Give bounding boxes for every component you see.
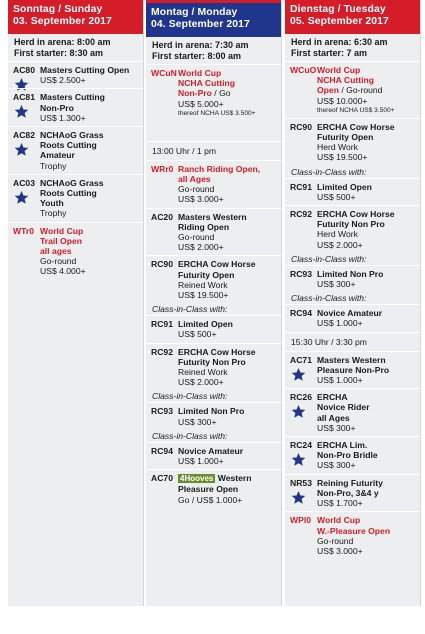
- class-detail: Go / US$ 1.000+: [178, 494, 243, 505]
- class-detail: US$ 1.000+: [317, 318, 363, 329]
- class-entry: [146, 343, 281, 391]
- session-time: 15:30 Uhr / 3:30 pm: [285, 332, 420, 351]
- class-code: RC26: [290, 392, 312, 403]
- class-title-line: Masters Western: [178, 211, 247, 222]
- class-title-line: Amateur: [40, 150, 75, 161]
- class-detail: US$ 2.000+: [178, 377, 224, 388]
- class-title-line: [178, 88, 277, 98]
- class-entry: [146, 255, 281, 303]
- class-title-line: Futurity Non Pro: [317, 219, 385, 230]
- first-starter: First starter: 8:00 am: [152, 51, 242, 61]
- class-in-class-label: Class-in-Class with:: [291, 166, 367, 177]
- class-title-line: World Cup: [317, 515, 361, 526]
- column-monday: [146, 0, 282, 606]
- class-code: RC92: [290, 209, 312, 220]
- star-icon: [291, 404, 306, 419]
- class-entry: [285, 265, 420, 292]
- class-entry: [146, 160, 281, 208]
- class-in-class-label: Class-in-Class with:: [291, 293, 367, 304]
- class-detail: Go-round: [178, 232, 215, 243]
- class-title-line: Limited Non Pro: [317, 268, 384, 279]
- class-entry: [285, 304, 420, 331]
- class-title-line: Non-Pro, 3&4 y: [317, 487, 379, 498]
- class-detail: US$ 1.300+: [40, 112, 86, 123]
- class-title-line: ERCHA Cow Horse: [178, 259, 256, 270]
- class-entry: [146, 469, 281, 508]
- class-list-sunday: [8, 61, 143, 280]
- class-detail: Go-round: [40, 256, 77, 267]
- class-detail: Go-round: [317, 535, 354, 546]
- class-detail: Go-round: [178, 184, 215, 195]
- class-title-line: Limited Open: [317, 181, 372, 192]
- class-title-line: Ranch Riding Open,: [178, 163, 261, 174]
- class-entry: [285, 388, 420, 436]
- class-entry: [8, 61, 143, 88]
- class-in-class-label: Class-in-Class with:: [291, 253, 367, 264]
- day-name: Montag / Monday: [151, 7, 238, 18]
- class-title-line: Limited Non Pro: [178, 406, 245, 417]
- first-starter: First starter: 8:30 am: [14, 48, 104, 58]
- class-code: RC93: [290, 268, 312, 279]
- class-title-line: ERCHA: [317, 392, 348, 403]
- class-entry: [285, 118, 420, 166]
- class-code: AC20: [151, 211, 173, 222]
- class-title-line: Masters Cutting Open: [40, 65, 130, 75]
- class-title-line: [317, 85, 416, 95]
- class-title-line: [178, 473, 277, 484]
- class-detail: Trophy: [40, 208, 67, 219]
- class-title-line: Limited Open: [178, 319, 233, 330]
- class-code: RC94: [151, 445, 173, 456]
- class-title-line: Futurity Open: [178, 269, 235, 280]
- class-title-line: NCHA Cutting: [178, 78, 235, 89]
- day-date: 03. September 2017: [13, 16, 112, 27]
- star-icon: [291, 452, 306, 467]
- class-title-text: Open: [317, 85, 339, 96]
- class-detail: US$ 3.000+: [317, 545, 363, 556]
- class-entry: [146, 208, 281, 256]
- class-entry: [285, 61, 420, 118]
- class-detail: US$ 300+: [178, 416, 217, 427]
- class-detail: US$ 3.000+: [178, 194, 224, 205]
- class-entry: [146, 315, 281, 342]
- class-detail: Trophy: [40, 160, 67, 171]
- class-code: WTr0: [13, 225, 35, 236]
- class-title-line: Riding Open: [178, 221, 230, 232]
- class-detail: US$ 500+: [317, 191, 356, 202]
- class-title-line: Futurity Open: [317, 132, 374, 143]
- class-detail: US$ 4.000+: [40, 266, 86, 277]
- class-code: RC94: [290, 308, 312, 319]
- class-detail: US$ 500+: [178, 329, 217, 340]
- class-detail: US$ 19.500+: [178, 290, 229, 301]
- class-code: RC91: [290, 181, 312, 192]
- class-title-line: ERCHA Cow Horse: [178, 346, 256, 357]
- class-title-line: Trail Open: [40, 235, 83, 246]
- class-title-line: W.-Pleasure Open: [317, 525, 391, 536]
- class-title-line: World Cup: [178, 68, 222, 78]
- class-note: thereof NCHA US$ 3.500+: [317, 106, 395, 114]
- class-detail: Reined Work: [178, 367, 228, 378]
- class-code: RC90: [151, 259, 173, 270]
- class-in-class-label: Class-in-Class with:: [152, 391, 228, 402]
- class-title-line: Masters Cutting: [40, 92, 105, 103]
- arena-info: [146, 37, 281, 64]
- class-code: RC93: [151, 406, 173, 417]
- class-code: AC81: [13, 92, 35, 103]
- class-title-line: ERCHA Lim.: [317, 440, 368, 451]
- class-code: WCuO: [290, 65, 317, 75]
- class-detail: US$ 19.500+: [317, 152, 368, 163]
- arena-info: [8, 34, 143, 61]
- class-entry: [285, 511, 420, 559]
- class-list-tuesday: [285, 61, 420, 559]
- class-code: AC80: [13, 65, 35, 75]
- day-date: 04. September 2017: [151, 19, 250, 30]
- class-detail: US$ 2.500+: [40, 75, 86, 86]
- class-title-text: Non-Pro: [178, 88, 212, 99]
- class-title-line: NCHAoG Grass: [40, 130, 104, 141]
- class-code: WPl0: [290, 515, 312, 526]
- herd-time: Herd in arena: 7:30 am: [152, 40, 249, 50]
- class-title-line: Pleasure Open: [178, 484, 239, 495]
- spacer: [146, 121, 281, 141]
- herd-time: Herd in arena: 6:30 am: [291, 37, 388, 47]
- class-round: / Go-round: [338, 85, 383, 96]
- class-entry: [8, 88, 143, 126]
- class-entry: [146, 402, 281, 429]
- class-entry: [8, 222, 143, 280]
- class-title-line: Roots Cutting: [40, 188, 97, 199]
- class-in-class-label: Class-in-Class with:: [152, 430, 228, 441]
- class-code: RC24: [290, 440, 312, 451]
- class-title-line: Roots Cutting: [40, 140, 97, 151]
- class-code: WRr0: [151, 163, 174, 174]
- herd-time: Herd in arena: 8:00 am: [14, 37, 111, 47]
- class-title-line: ERCHA Cow Horse: [317, 121, 395, 132]
- class-detail: US$ 1.700+: [317, 498, 363, 509]
- class-entry: [146, 64, 281, 121]
- class-detail: US$ 5.000+: [178, 98, 224, 109]
- class-entry: [285, 351, 420, 389]
- class-detail: Reined Work: [178, 279, 228, 290]
- class-detail: US$ 300+: [317, 460, 356, 471]
- class-detail: US$ 300+: [317, 422, 356, 433]
- class-detail: US$ 1.000+: [178, 456, 224, 467]
- class-title-line: all ages: [40, 246, 72, 257]
- class-detail: Herd Work: [317, 229, 358, 240]
- class-title-text: Western: [215, 473, 252, 484]
- class-title-line: World Cup: [317, 65, 361, 75]
- class-title-line: Non-Pro: [40, 102, 74, 113]
- class-note: thereof NCHA US$ 3.500+: [178, 109, 256, 117]
- class-entry: [8, 174, 143, 222]
- class-code: AC71: [290, 354, 312, 365]
- class-title-line: NCHAoG Grass: [40, 177, 104, 188]
- class-title-line: Youth: [40, 198, 64, 209]
- class-title-line: Novice Amateur: [317, 308, 383, 319]
- star-icon: [291, 490, 306, 505]
- class-title-line: Masters Western: [317, 354, 386, 365]
- class-detail: US$ 1.000+: [317, 375, 363, 386]
- day-header-sunday: [8, 0, 143, 34]
- class-entry: [285, 205, 420, 253]
- column-tuesday: [285, 0, 421, 606]
- class-detail: US$ 300+: [317, 279, 356, 290]
- class-title-line: NCHA Cutting: [317, 75, 374, 86]
- class-code: AC82: [13, 130, 35, 141]
- class-entry: [146, 442, 281, 469]
- day-header-monday: [146, 0, 281, 37]
- class-code: AC03: [13, 177, 35, 188]
- class-in-class-label: Class-in-Class with:: [152, 304, 228, 315]
- class-title-line: World Cup: [40, 225, 84, 236]
- first-starter: First starter: 7 am: [291, 48, 368, 58]
- class-title-line: Pleasure Non-Pro: [317, 364, 390, 375]
- class-list-monday: [146, 64, 281, 508]
- class-code: RC91: [151, 319, 173, 330]
- class-code: RC90: [290, 121, 312, 132]
- star-icon: [14, 104, 29, 119]
- class-title-line: all Ages: [178, 174, 211, 185]
- class-title-line: all Ages: [317, 412, 350, 423]
- class-code: NR53: [290, 477, 312, 488]
- class-round: / Go: [211, 88, 231, 99]
- class-code: WCuN: [151, 68, 177, 78]
- class-title-line: Novice Amateur: [178, 445, 244, 456]
- session-time: 13:00 Uhr / 1 pm: [146, 141, 281, 160]
- brand-badge: 4Hooves: [180, 474, 214, 484]
- star-icon: [14, 190, 29, 205]
- star-icon: [14, 142, 29, 157]
- class-detail: US$ 10.000+: [317, 95, 368, 106]
- day-name: Dienstag / Tuesday: [290, 4, 386, 15]
- class-code: AC70: [151, 473, 173, 484]
- class-title-line: Reining Futurity: [317, 477, 383, 488]
- class-code: RC92: [151, 346, 173, 357]
- day-header-tuesday: [285, 0, 420, 34]
- class-detail: US$ 2.000+: [178, 242, 224, 253]
- class-entry: [285, 474, 420, 512]
- star-icon: [291, 367, 306, 382]
- arena-info: [285, 34, 420, 61]
- class-entry: [285, 178, 420, 205]
- class-detail: US$ 2.000+: [317, 239, 363, 250]
- class-title-line: Non-Pro Bridle: [317, 450, 378, 461]
- column-sunday: [8, 0, 144, 606]
- day-date: 05. September 2017: [290, 16, 389, 27]
- class-entry: [8, 126, 143, 174]
- class-detail: Herd Work: [317, 142, 358, 153]
- day-name: Sonntag / Sunday: [13, 4, 103, 15]
- class-entry: [285, 436, 420, 474]
- class-title-line: ERCHA Cow Horse: [317, 209, 395, 220]
- class-title-line: Novice Rider: [317, 402, 370, 413]
- class-title-line: Futurity Non Pro: [178, 356, 246, 367]
